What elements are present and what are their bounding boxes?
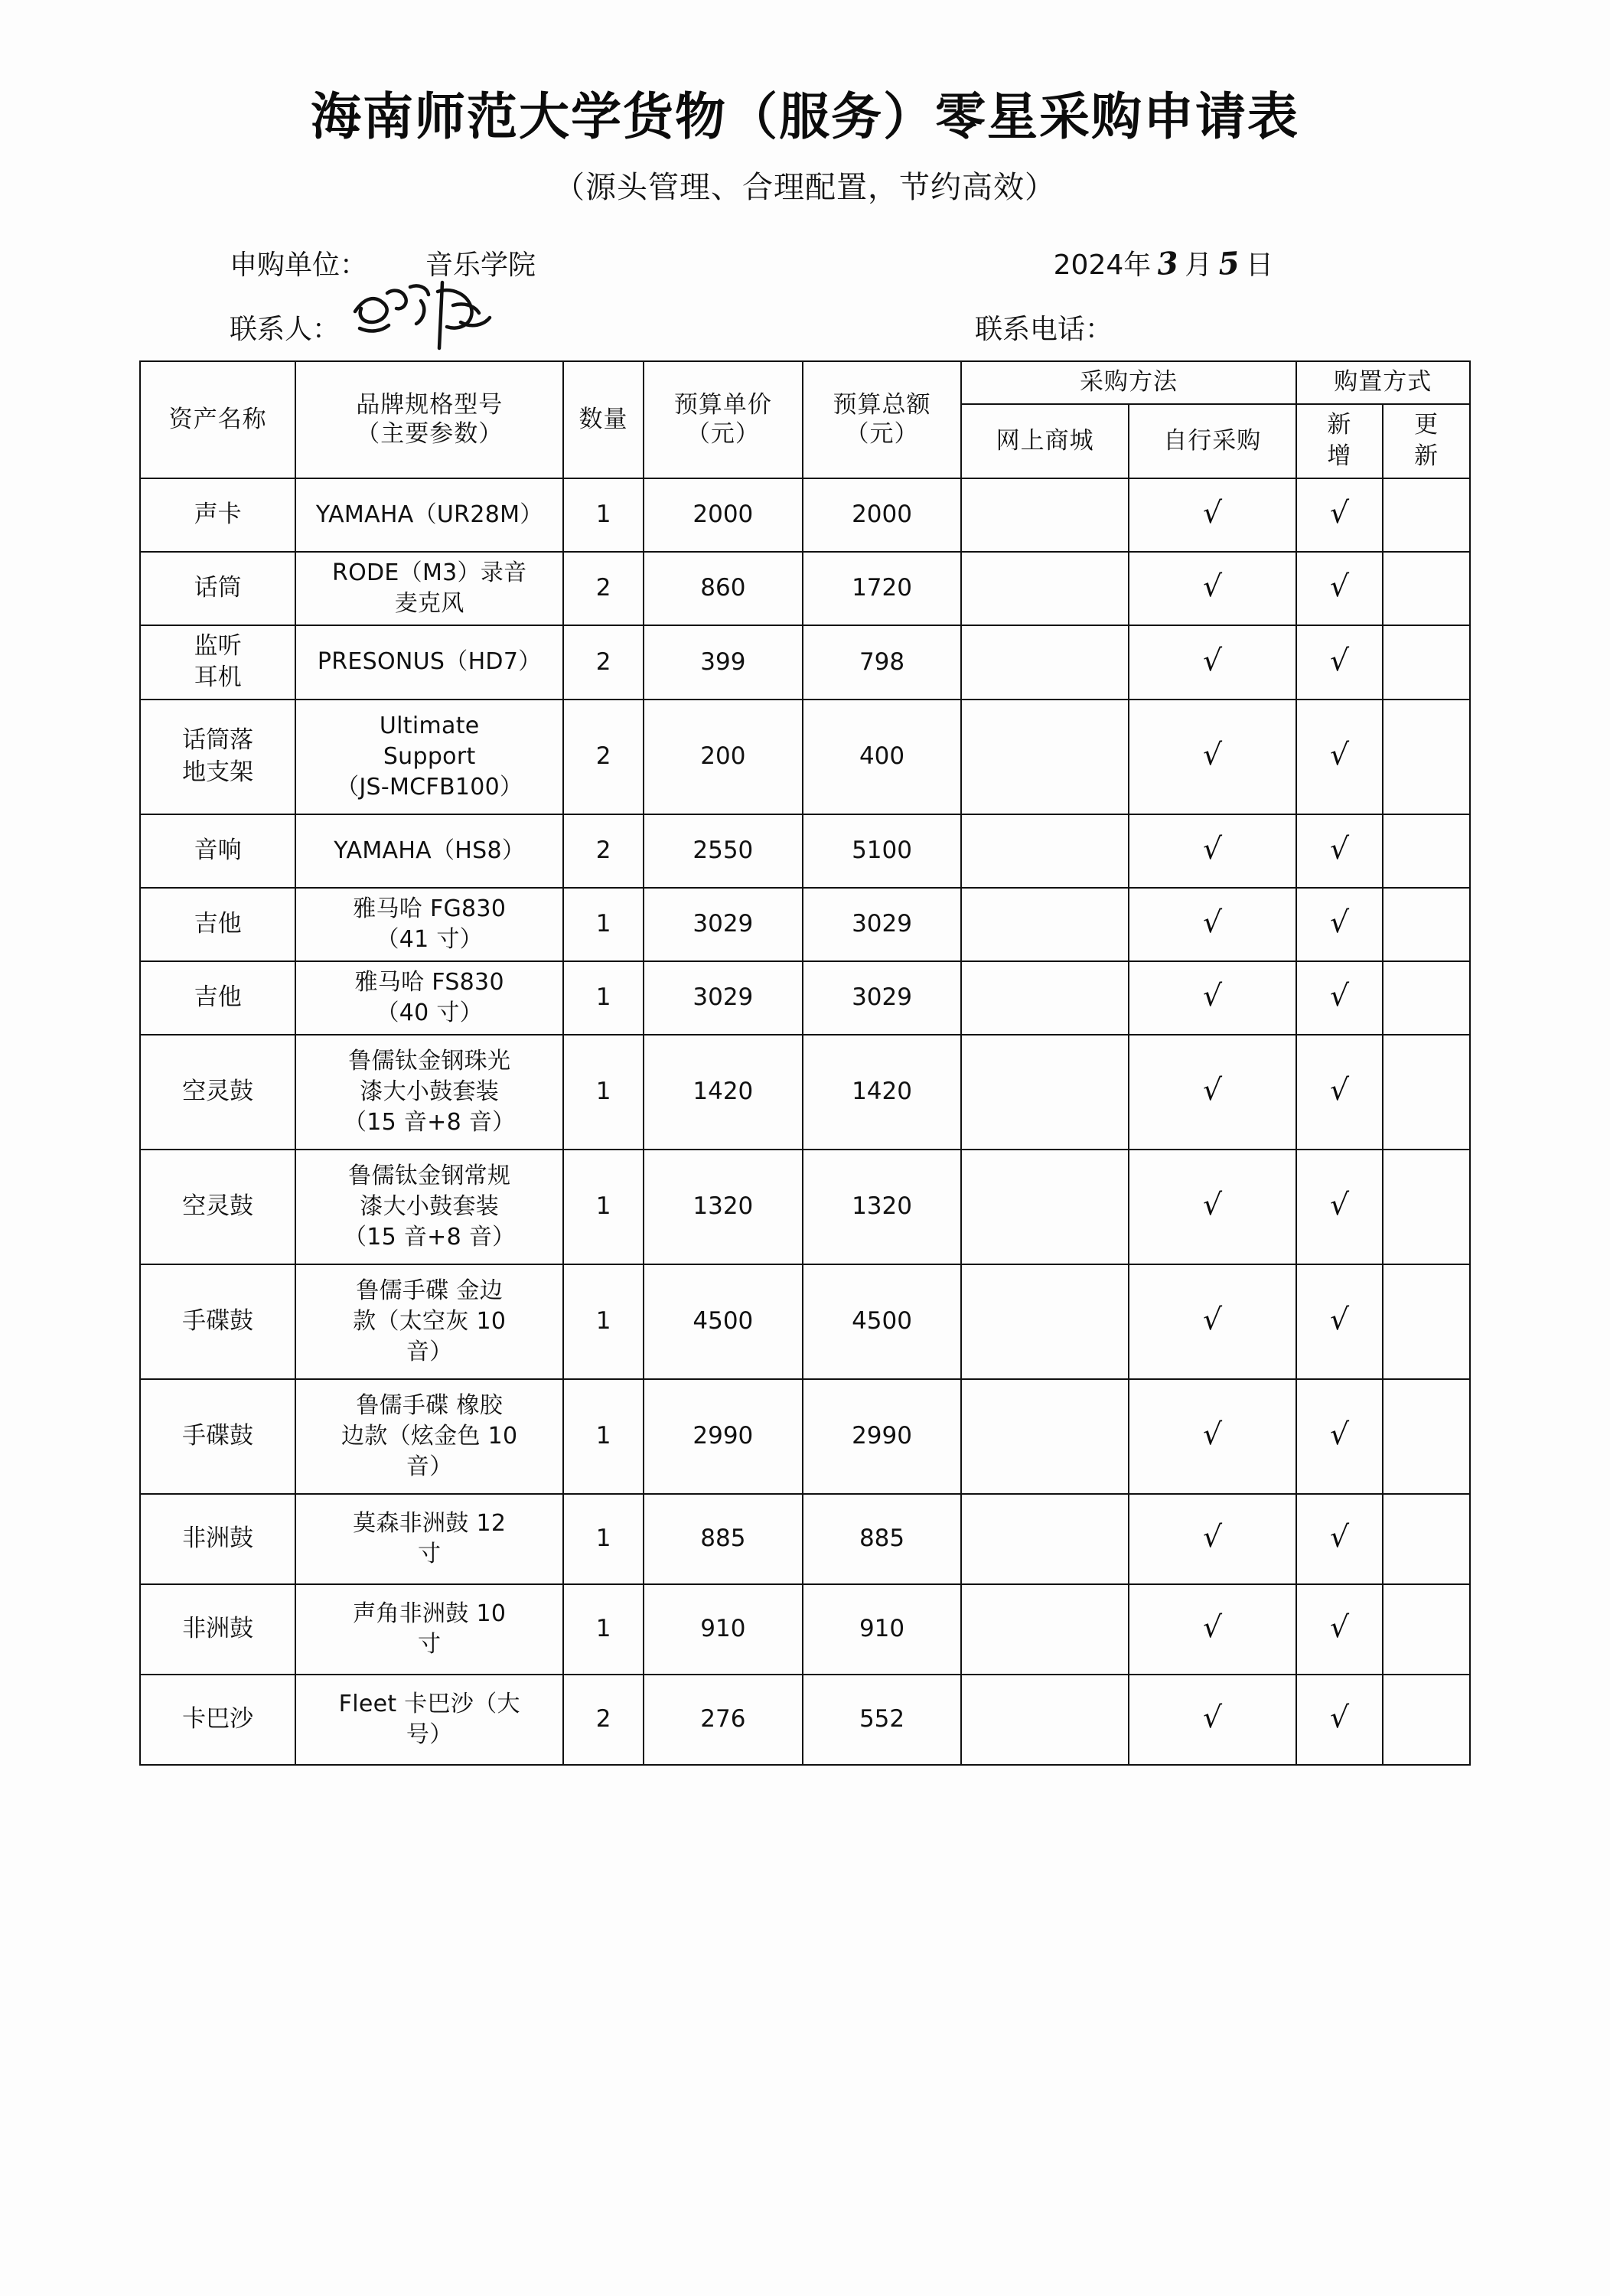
cell-method-online[interactable] bbox=[961, 888, 1129, 961]
procurement-table-wrap bbox=[139, 360, 1471, 1766]
cell-acquire-new[interactable] bbox=[1296, 1584, 1383, 1675]
cell-acquire-renew[interactable] bbox=[1383, 700, 1470, 814]
cell-unit-price: 3029 bbox=[644, 888, 803, 961]
check-icon: √ bbox=[1329, 1072, 1350, 1107]
check-icon: √ bbox=[1202, 1072, 1223, 1107]
cell-asset-name: 音响 bbox=[140, 814, 295, 888]
cell-method-online[interactable] bbox=[961, 1379, 1129, 1494]
table-row bbox=[140, 814, 1470, 888]
cell-method-self[interactable] bbox=[1129, 961, 1296, 1035]
check-icon: √ bbox=[1202, 642, 1223, 678]
cell-model: 声角非洲鼓 10 寸 bbox=[295, 1584, 563, 1675]
date-month-label: 月 bbox=[1185, 249, 1213, 282]
cell-total-price: 5100 bbox=[803, 814, 962, 888]
cell-model: YAMAHA（HS8） bbox=[295, 814, 563, 888]
cell-asset-name: 话筒 bbox=[140, 552, 295, 625]
cell-asset-name: 声卡 bbox=[140, 478, 295, 552]
cell-quantity: 1 bbox=[563, 1035, 644, 1150]
cell-acquire-new[interactable] bbox=[1296, 700, 1383, 814]
col-header-model-line2: （主要参数） bbox=[356, 419, 504, 448]
cell-total-price: 885 bbox=[803, 1494, 962, 1584]
cell-model: RODE（M3）录音 麦克风 bbox=[295, 552, 563, 625]
cell-model: 鲁儒钛金钢常规 漆大小鼓套装 （15 音+8 音） bbox=[295, 1150, 563, 1264]
cell-quantity: 2 bbox=[563, 700, 644, 814]
meta-row-unit-date bbox=[0, 243, 1610, 282]
table-row bbox=[140, 1494, 1470, 1584]
check-icon: √ bbox=[1202, 978, 1223, 1013]
cell-quantity: 1 bbox=[563, 1150, 644, 1264]
col-header-acquire-group: 购置方式 bbox=[1296, 361, 1470, 404]
cell-acquire-renew[interactable] bbox=[1383, 625, 1470, 700]
table-body bbox=[140, 478, 1470, 1765]
cell-quantity: 1 bbox=[563, 888, 644, 961]
check-icon: √ bbox=[1202, 1700, 1223, 1735]
page-title: 海南师范大学货物（服务）零星采购申请表 bbox=[311, 87, 1299, 146]
cell-method-online[interactable] bbox=[961, 961, 1129, 1035]
cell-method-online[interactable] bbox=[961, 625, 1129, 700]
cell-acquire-renew[interactable] bbox=[1383, 1264, 1470, 1379]
cell-unit-price: 2000 bbox=[644, 478, 803, 552]
cell-method-self[interactable] bbox=[1129, 552, 1296, 625]
cell-unit-price: 399 bbox=[644, 625, 803, 700]
table-header bbox=[140, 361, 1470, 478]
cell-model: Ultimate Support （JS-MCFB100） bbox=[295, 700, 563, 814]
col-header-unit-price bbox=[644, 361, 803, 478]
cell-method-self[interactable] bbox=[1129, 888, 1296, 961]
cell-total-price: 552 bbox=[803, 1675, 962, 1765]
col-header-total-price-line1: 预算总额 bbox=[833, 390, 931, 419]
applicant-unit-label: 申购单位： bbox=[230, 249, 368, 282]
cell-method-self[interactable] bbox=[1129, 478, 1296, 552]
cell-method-online[interactable] bbox=[961, 1035, 1129, 1150]
cell-unit-price: 860 bbox=[644, 552, 803, 625]
table-row bbox=[140, 1584, 1470, 1675]
cell-method-self[interactable] bbox=[1129, 1264, 1296, 1379]
procurement-table bbox=[139, 360, 1471, 1766]
contact-phone-label: 联系电话： bbox=[974, 314, 1113, 346]
cell-method-self[interactable] bbox=[1129, 1150, 1296, 1264]
cell-total-price: 4500 bbox=[803, 1264, 962, 1379]
table-row bbox=[140, 552, 1470, 625]
check-icon: √ bbox=[1202, 569, 1223, 604]
cell-acquire-new[interactable] bbox=[1296, 1150, 1383, 1264]
cell-total-price: 2990 bbox=[803, 1379, 962, 1494]
cell-unit-price: 4500 bbox=[644, 1264, 803, 1379]
check-icon: √ bbox=[1329, 1302, 1350, 1337]
cell-method-online[interactable] bbox=[961, 1494, 1129, 1584]
cell-total-price: 2000 bbox=[803, 478, 962, 552]
cell-unit-price: 2990 bbox=[644, 1379, 803, 1494]
cell-method-online[interactable] bbox=[961, 814, 1129, 888]
col-header-model bbox=[295, 361, 563, 478]
table-row bbox=[140, 1379, 1470, 1494]
cell-quantity: 1 bbox=[563, 1584, 644, 1675]
cell-acquire-renew[interactable] bbox=[1383, 888, 1470, 961]
col-header-unit-price-line1: 预算单价 bbox=[673, 390, 772, 419]
col-header-acquire-renew: 更 新 bbox=[1383, 404, 1470, 478]
date-year-label: 年 bbox=[1123, 249, 1152, 282]
cell-quantity: 2 bbox=[563, 1675, 644, 1765]
table-row bbox=[140, 625, 1470, 700]
cell-acquire-new[interactable] bbox=[1296, 552, 1383, 625]
cell-asset-name: 吉他 bbox=[140, 961, 295, 1035]
date-year-value: 2024 bbox=[1053, 249, 1124, 282]
cell-quantity: 1 bbox=[563, 1264, 644, 1379]
check-icon: √ bbox=[1202, 831, 1223, 866]
applicant-unit-field bbox=[230, 243, 536, 282]
cell-acquire-renew[interactable] bbox=[1383, 1035, 1470, 1150]
check-icon: √ bbox=[1329, 1187, 1350, 1222]
cell-total-price: 798 bbox=[803, 625, 962, 700]
cell-unit-price: 1420 bbox=[644, 1035, 803, 1150]
cell-model: YAMAHA（UR28M） bbox=[295, 478, 563, 552]
cell-method-online[interactable] bbox=[961, 1584, 1129, 1675]
check-icon: √ bbox=[1329, 642, 1350, 678]
date-month-value[interactable]: 3 bbox=[1155, 245, 1180, 283]
cell-acquire-renew[interactable] bbox=[1383, 1675, 1470, 1765]
cell-acquire-renew[interactable] bbox=[1383, 1150, 1470, 1264]
cell-unit-price: 910 bbox=[644, 1584, 803, 1675]
check-icon: √ bbox=[1329, 1519, 1350, 1554]
check-icon: √ bbox=[1329, 495, 1350, 530]
table-row bbox=[140, 961, 1470, 1035]
cell-asset-name: 空灵鼓 bbox=[140, 1035, 295, 1150]
cell-method-online[interactable] bbox=[961, 1150, 1129, 1264]
contact-person-label: 联系人： bbox=[230, 314, 341, 346]
cell-acquire-new[interactable] bbox=[1296, 814, 1383, 888]
table-row bbox=[140, 700, 1470, 814]
cell-asset-name: 空灵鼓 bbox=[140, 1150, 295, 1264]
cell-acquire-new[interactable] bbox=[1296, 625, 1383, 700]
cell-method-online[interactable] bbox=[961, 700, 1129, 814]
col-header-quantity: 数量 bbox=[563, 361, 644, 478]
col-header-total-price-line2: （元） bbox=[845, 419, 919, 448]
table-row bbox=[140, 1150, 1470, 1264]
cell-method-self[interactable] bbox=[1129, 1494, 1296, 1584]
check-icon: √ bbox=[1329, 569, 1350, 604]
check-icon: √ bbox=[1202, 905, 1223, 940]
cell-total-price: 910 bbox=[803, 1584, 962, 1675]
col-header-method-online: 网上商城 bbox=[961, 404, 1129, 478]
cell-unit-price: 3029 bbox=[644, 961, 803, 1035]
cell-acquire-renew[interactable] bbox=[1383, 1494, 1470, 1584]
col-header-unit-price-line2: （元） bbox=[686, 419, 760, 448]
check-icon: √ bbox=[1202, 1302, 1223, 1337]
cell-acquire-renew[interactable] bbox=[1383, 961, 1470, 1035]
cell-total-price: 3029 bbox=[803, 888, 962, 961]
cell-asset-name: 手碟鼓 bbox=[140, 1264, 295, 1379]
cell-unit-price: 885 bbox=[644, 1494, 803, 1584]
col-header-asset-name: 资产名称 bbox=[140, 361, 295, 478]
cell-acquire-new[interactable] bbox=[1296, 1035, 1383, 1150]
cell-quantity: 2 bbox=[563, 625, 644, 700]
check-icon: √ bbox=[1202, 495, 1223, 530]
cell-asset-name: 非洲鼓 bbox=[140, 1494, 295, 1584]
check-icon: √ bbox=[1329, 737, 1350, 772]
cell-quantity: 2 bbox=[563, 552, 644, 625]
cell-acquire-renew[interactable] bbox=[1383, 478, 1470, 552]
cell-total-price: 1320 bbox=[803, 1150, 962, 1264]
cell-acquire-new[interactable] bbox=[1296, 1494, 1383, 1584]
cell-acquire-renew[interactable] bbox=[1383, 1584, 1470, 1675]
check-icon: √ bbox=[1329, 1609, 1350, 1645]
cell-method-self[interactable] bbox=[1129, 1035, 1296, 1150]
col-header-total-price bbox=[803, 361, 962, 478]
cell-model: 雅马哈 FG830 （41 寸） bbox=[295, 888, 563, 961]
cell-asset-name: 吉他 bbox=[140, 888, 295, 961]
page-subtitle: （源头管理、合理配置，节约高效） bbox=[554, 170, 1056, 206]
cell-model: Fleet 卡巴沙（大 号） bbox=[295, 1675, 563, 1765]
cell-method-online[interactable] bbox=[961, 1675, 1129, 1765]
cell-acquire-new[interactable] bbox=[1296, 888, 1383, 961]
col-header-method-self: 自行采购 bbox=[1129, 404, 1296, 478]
cell-unit-price: 200 bbox=[644, 700, 803, 814]
contact-person-signature[interactable] bbox=[344, 304, 520, 347]
cell-total-price: 400 bbox=[803, 700, 962, 814]
cell-method-self[interactable] bbox=[1129, 1379, 1296, 1494]
date-day-label: 日 bbox=[1245, 249, 1273, 282]
cell-model: 雅马哈 FS830 （40 寸） bbox=[295, 961, 563, 1035]
cell-method-online[interactable] bbox=[961, 552, 1129, 625]
contact-phone-field[interactable] bbox=[975, 308, 1495, 347]
table-header-row-1 bbox=[140, 361, 1470, 404]
check-icon: √ bbox=[1329, 1700, 1350, 1735]
cell-model: 鲁儒手碟 橡胶 边款（炫金色 10 音） bbox=[295, 1379, 563, 1494]
cell-unit-price: 1320 bbox=[644, 1150, 803, 1264]
check-icon: √ bbox=[1329, 831, 1350, 866]
cell-asset-name: 话筒落 地支架 bbox=[140, 700, 295, 814]
cell-method-online[interactable] bbox=[961, 478, 1129, 552]
check-icon: √ bbox=[1329, 978, 1350, 1013]
col-header-method-group: 采购方法 bbox=[961, 361, 1295, 404]
cell-model: 鲁儒钛金钢珠光 漆大小鼓套装 （15 音+8 音） bbox=[295, 1035, 563, 1150]
cell-method-self[interactable] bbox=[1129, 814, 1296, 888]
meta-row-contact bbox=[0, 302, 1610, 347]
cell-quantity: 1 bbox=[563, 478, 644, 552]
cell-asset-name: 卡巴沙 bbox=[140, 1675, 295, 1765]
cell-acquire-new[interactable] bbox=[1296, 1675, 1383, 1765]
cell-quantity: 1 bbox=[563, 1379, 644, 1494]
check-icon: √ bbox=[1202, 1187, 1223, 1222]
check-icon: √ bbox=[1202, 737, 1223, 772]
cell-asset-name: 非洲鼓 bbox=[140, 1584, 295, 1675]
cell-acquire-new[interactable] bbox=[1296, 478, 1383, 552]
check-icon: √ bbox=[1329, 905, 1350, 940]
date-day-value[interactable]: 5 bbox=[1217, 245, 1241, 283]
cell-acquire-new[interactable] bbox=[1296, 961, 1383, 1035]
table-row bbox=[140, 888, 1470, 961]
table-row bbox=[140, 1264, 1470, 1379]
check-icon: √ bbox=[1202, 1609, 1223, 1645]
check-icon: √ bbox=[1202, 1417, 1223, 1452]
col-header-acquire-new: 新 增 bbox=[1296, 404, 1383, 478]
table-row bbox=[140, 478, 1470, 552]
cell-method-self[interactable] bbox=[1129, 1675, 1296, 1765]
cell-total-price: 1720 bbox=[803, 552, 962, 625]
cell-unit-price: 2550 bbox=[644, 814, 803, 888]
cell-acquire-renew[interactable] bbox=[1383, 1379, 1470, 1494]
table-row bbox=[140, 1035, 1470, 1150]
cell-acquire-renew[interactable] bbox=[1383, 552, 1470, 625]
cell-asset-name: 监听 耳机 bbox=[140, 625, 295, 700]
cell-method-self[interactable] bbox=[1129, 700, 1296, 814]
cell-quantity: 2 bbox=[563, 814, 644, 888]
cell-total-price: 3029 bbox=[803, 961, 962, 1035]
cell-method-self[interactable] bbox=[1129, 625, 1296, 700]
cell-model: PRESONUS（HD7） bbox=[295, 625, 563, 700]
cell-model: 莫森非洲鼓 12 寸 bbox=[295, 1494, 563, 1584]
cell-total-price: 1420 bbox=[803, 1035, 962, 1150]
cell-method-self[interactable] bbox=[1129, 1584, 1296, 1675]
table-row bbox=[140, 1675, 1470, 1765]
cell-acquire-renew[interactable] bbox=[1383, 814, 1470, 888]
cell-asset-name: 手碟鼓 bbox=[140, 1379, 295, 1494]
cell-unit-price: 276 bbox=[644, 1675, 803, 1765]
cell-quantity: 1 bbox=[563, 1494, 644, 1584]
cell-model: 鲁儒手碟 金边 款（太空灰 10 音） bbox=[295, 1264, 563, 1379]
application-date-field bbox=[1054, 243, 1495, 282]
applicant-unit-value[interactable]: 音乐学院 bbox=[425, 249, 536, 282]
col-header-model-line1: 品牌规格型号 bbox=[356, 390, 504, 419]
check-icon: √ bbox=[1202, 1519, 1223, 1554]
cell-quantity: 1 bbox=[563, 961, 644, 1035]
cell-acquire-new[interactable] bbox=[1296, 1264, 1383, 1379]
cell-acquire-new[interactable] bbox=[1296, 1379, 1383, 1494]
cell-method-online[interactable] bbox=[961, 1264, 1129, 1379]
check-icon: √ bbox=[1329, 1417, 1350, 1452]
